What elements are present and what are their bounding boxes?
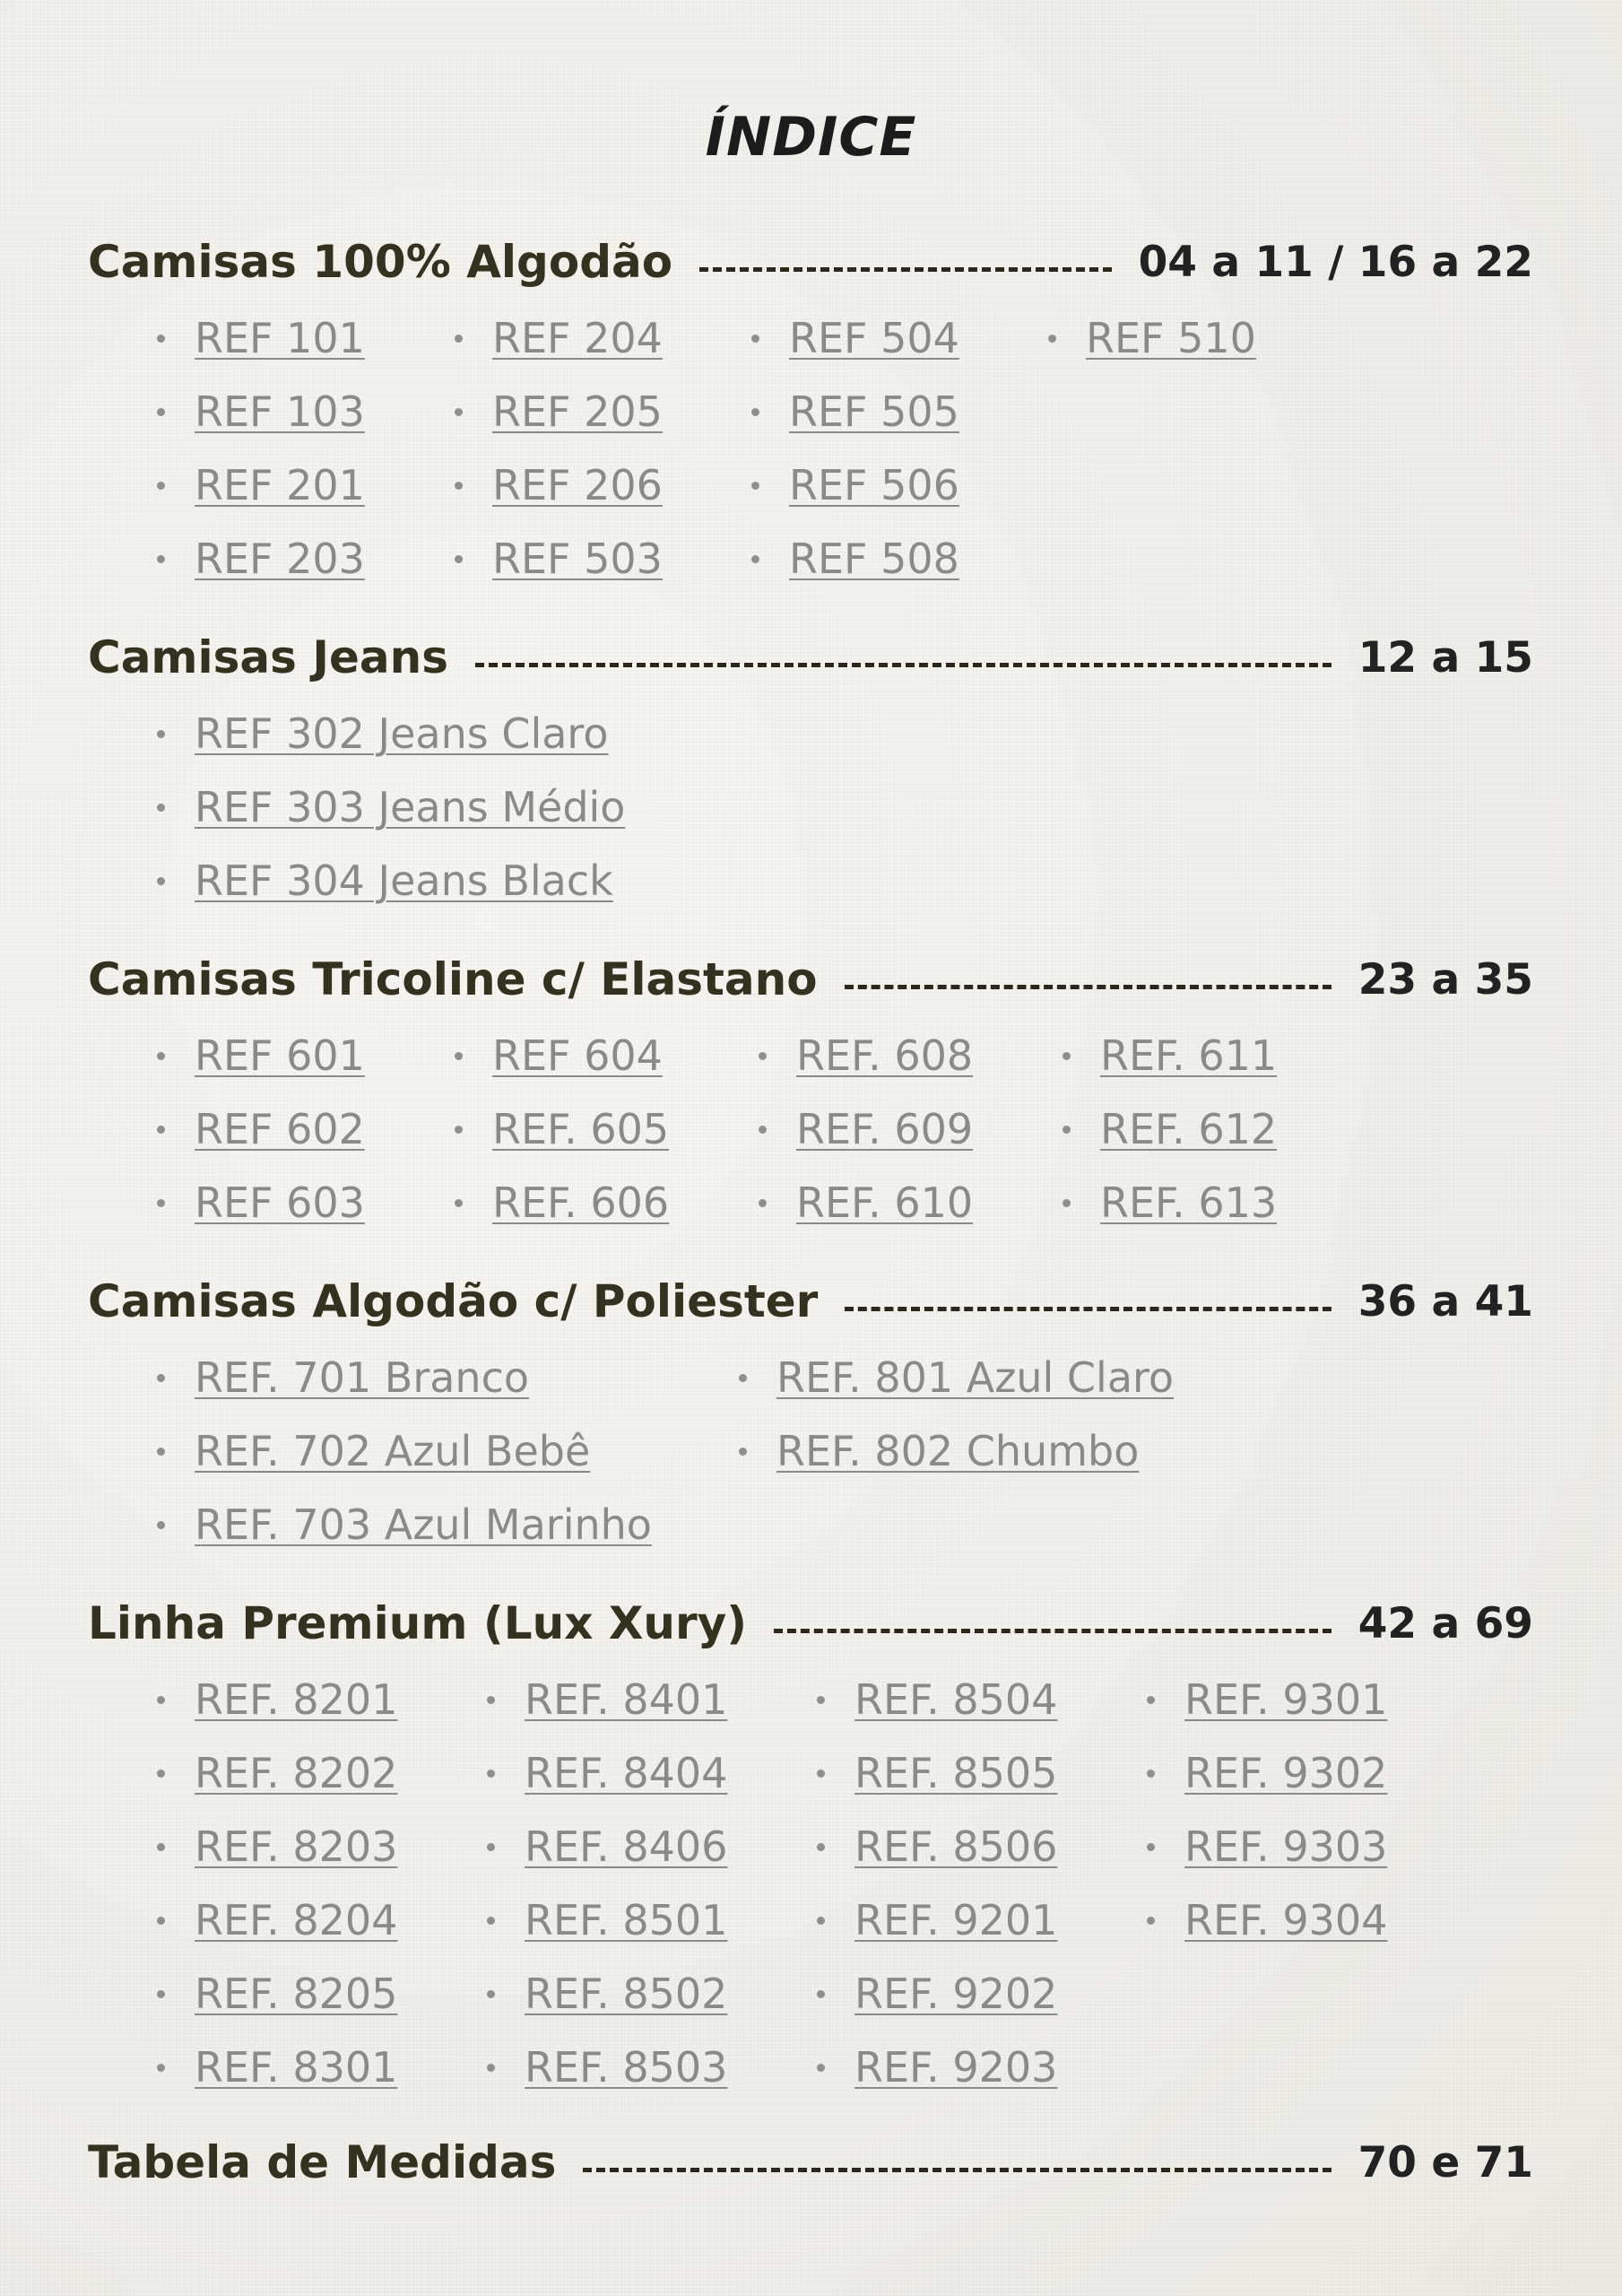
bullet-icon [1063,1199,1071,1207]
ref-list-item [157,1102,365,1156]
ref-list-item [751,458,959,512]
ref-list-item [487,1967,727,2021]
ref-list-item [157,1820,397,1874]
section-page-range: 04 a 11 / 16 a 22 [1138,237,1533,287]
ref-list-item [157,1424,590,1478]
bullet-icon [487,1917,495,1925]
ref-link[interactable]: REF. 610 [796,1178,974,1227]
section-title: Camisas Algodão c/ Poliester [88,1275,819,1327]
ref-list-item [487,1746,727,1800]
ref-link[interactable]: REF. 703 Azul Marinho [195,1500,652,1549]
bullet-icon [487,1696,495,1704]
bullet-icon [759,1052,767,1060]
bullet-icon [455,1199,463,1207]
ref-link[interactable]: REF. 9303 [1184,1822,1388,1871]
ref-list-item [157,1498,652,1552]
ref-list-item [487,2040,727,2094]
bullet-icon [157,1770,165,1778]
ref-list-item [157,1746,397,1800]
section-page-range: 70 e 71 [1357,2137,1533,2187]
ref-link[interactable]: REF. 8401 [525,1675,728,1724]
bullet-icon [487,1843,495,1851]
ref-link[interactable]: REF 303 Jeans Médio [195,783,626,831]
ref-link[interactable]: REF 103 [195,387,365,436]
section-page-range: 12 a 15 [1357,632,1533,683]
ref-list-item [455,458,663,512]
ref-link[interactable]: REF 602 [195,1105,365,1153]
ref-link[interactable]: REF. 8501 [525,1896,728,1944]
bullet-icon [157,1126,165,1134]
ref-list-item [751,385,959,439]
section-title: Camisas Tricoline c/ Elastano [88,953,818,1005]
ref-link[interactable]: REF. 8505 [854,1749,1058,1797]
ref-list-item [817,1673,1057,1726]
bullet-icon [157,2064,165,2072]
ref-link[interactable]: REF. 606 [492,1178,670,1227]
bullet-icon [817,1770,825,1778]
ref-link[interactable]: REF. 802 Chumbo [776,1427,1140,1475]
ref-list-item [817,1893,1057,1947]
ref-link[interactable]: REF. 608 [796,1031,974,1080]
ref-list-item [157,1351,529,1405]
bullet-icon [455,1052,463,1060]
ref-link[interactable]: REF. 8201 [195,1675,398,1724]
ref-list-item [455,311,663,365]
ref-link[interactable]: REF 506 [789,461,959,509]
ref-list-item [739,1424,1139,1478]
bullet-icon [157,482,165,490]
ref-list-item [1147,1673,1387,1726]
bullet-icon [817,1917,825,1925]
section-header [88,1592,1533,1655]
bullet-icon [157,335,165,343]
section-header [88,626,1533,689]
ref-list-item [1147,1746,1387,1800]
ref-list-item [455,532,663,586]
bullet-icon [1147,1696,1155,1704]
ref-link[interactable]: REF 505 [789,387,959,436]
bullet-icon [455,555,463,563]
ref-list-item [1063,1029,1277,1083]
ref-list-item [157,1967,397,2021]
ref-list-item [817,1967,1057,2021]
ref-list-item [157,1673,397,1726]
ref-link[interactable]: REF 205 [492,387,663,436]
section-page-range: 36 a 41 [1357,1276,1533,1326]
bullet-icon [1147,1917,1155,1925]
ref-list-item [817,2040,1057,2094]
bullet-icon [1048,335,1056,343]
ref-list-item [759,1176,973,1230]
bullet-icon [157,1448,165,1456]
bullet-icon [157,1052,165,1060]
ref-link[interactable]: REF 204 [492,314,663,362]
dotted-leader [583,2168,1331,2172]
ref-link[interactable]: REF 510 [1086,314,1256,362]
ref-list-item [751,311,959,365]
ref-link[interactable]: REF. 612 [1100,1105,1278,1153]
ref-link[interactable]: REF 504 [789,314,959,362]
ref-list-item [157,780,625,834]
bullet-icon [751,482,759,490]
ref-link[interactable]: REF. 9203 [854,2043,1058,2092]
section-header [88,2131,1533,2194]
bullet-icon [739,1448,747,1456]
ref-link[interactable]: REF 601 [195,1031,365,1080]
bullet-icon [455,482,463,490]
bullet-icon [1147,1843,1155,1851]
dotted-leader [845,985,1331,989]
bullet-icon [817,1990,825,1998]
ref-link[interactable]: REF. 801 Azul Claro [776,1353,1175,1402]
ref-link[interactable]: REF. 8204 [195,1896,398,1944]
ref-list-item [487,1820,727,1874]
ref-list-item [739,1351,1174,1405]
ref-link[interactable]: REF. 8504 [854,1675,1058,1724]
bullet-icon [751,335,759,343]
ref-list-item [759,1102,973,1156]
ref-link[interactable]: REF. 8301 [195,2043,398,2092]
ref-link[interactable]: REF 604 [492,1031,663,1080]
ref-link[interactable]: REF 508 [789,535,959,583]
section-title: Tabela de Medidas [88,2136,557,2188]
ref-link[interactable]: REF. 9301 [1184,1675,1388,1724]
ref-list-item [487,1893,727,1947]
dotted-leader [475,663,1331,667]
ref-link[interactable]: REF. 8506 [854,1822,1058,1871]
bullet-icon [487,1770,495,1778]
bullet-icon [487,2064,495,2072]
bullet-icon [739,1374,747,1382]
ref-link[interactable]: REF 206 [492,461,663,509]
ref-link[interactable]: REF 304 Jeans Black [195,857,613,905]
ref-list-item [1063,1102,1277,1156]
bullet-icon [1063,1052,1071,1060]
bullet-icon [759,1199,767,1207]
bullet-icon [157,1199,165,1207]
ref-list-item [157,1029,365,1083]
ref-list-item [455,1102,669,1156]
ref-link[interactable]: REF. 613 [1100,1178,1278,1227]
bullet-icon [157,1843,165,1851]
ref-list-item [1147,1820,1387,1874]
ref-list-item [157,2040,397,2094]
ref-list-item [817,1746,1057,1800]
ref-link[interactable]: REF. 8406 [525,1822,728,1871]
ref-link[interactable]: REF. 702 Azul Bebê [195,1427,591,1475]
ref-link[interactable]: REF 503 [492,535,663,583]
bullet-icon [1147,1770,1155,1778]
section-header [88,1270,1533,1333]
bullet-icon [1063,1126,1071,1134]
section-title: Linha Premium (Lux Xury) [88,1597,748,1649]
bullet-icon [487,1990,495,1998]
page-title: ÍNDICE [705,106,917,169]
ref-link[interactable]: REF. 9304 [1184,1896,1388,1944]
ref-link[interactable]: REF. 8205 [195,1970,398,2018]
ref-list-item [157,311,365,365]
ref-link[interactable]: REF. 609 [796,1105,974,1153]
bullet-icon [455,335,463,343]
ref-list-item [759,1029,973,1083]
ref-list-item [157,385,365,439]
dotted-leader [699,267,1112,272]
ref-link[interactable]: REF. 9302 [1184,1749,1388,1797]
bullet-icon [157,804,165,812]
ref-link[interactable]: REF. 8203 [195,1822,398,1871]
ref-link[interactable]: REF. 9201 [854,1896,1058,1944]
dotted-leader [845,1307,1331,1311]
section-header [88,948,1533,1011]
bullet-icon [817,1696,825,1704]
dotted-leader [774,1629,1331,1633]
bullet-icon [157,1374,165,1382]
ref-link[interactable]: REF 302 Jeans Claro [195,709,609,758]
ref-list-item [1063,1176,1277,1230]
ref-link[interactable]: REF. 701 Branco [195,1353,530,1402]
ref-link[interactable]: REF. 8404 [525,1749,728,1797]
bullet-icon [157,1990,165,1998]
ref-link[interactable]: REF 101 [195,314,365,362]
section-title: Camisas 100% Algodão [88,236,673,288]
ref-link[interactable]: REF. 8503 [525,2043,728,2092]
ref-list-item [157,532,365,586]
ref-list-item [157,707,608,761]
ref-list-item [751,532,959,586]
bullet-icon [157,555,165,563]
bullet-icon [157,1917,165,1925]
ref-list-item [157,1176,365,1230]
section-title: Camisas Jeans [88,631,448,683]
bullet-icon [157,1521,165,1529]
ref-link[interactable]: REF. 9202 [854,1970,1058,2018]
ref-link[interactable]: REF 203 [195,535,365,583]
bullet-icon [157,1696,165,1704]
ref-list-item [157,854,613,908]
ref-list-item [157,458,365,512]
ref-list-item [1147,1893,1387,1947]
ref-list-item [455,1176,669,1230]
ref-list-item [817,1820,1057,1874]
bullet-icon [817,1843,825,1851]
ref-link[interactable]: REF. 8502 [525,1970,728,2018]
ref-list-item [455,1029,663,1083]
section-page-range: 23 a 35 [1357,954,1533,1004]
ref-link[interactable]: REF. 611 [1100,1031,1278,1080]
bullet-icon [157,408,165,416]
ref-link[interactable]: REF 603 [195,1178,365,1227]
section-header [88,230,1533,293]
bullet-icon [759,1126,767,1134]
bullet-icon [157,730,165,738]
bullet-icon [455,1126,463,1134]
ref-link[interactable]: REF 201 [195,461,365,509]
ref-list-item [157,1893,397,1947]
ref-list-item [1048,311,1256,365]
ref-link[interactable]: REF. 8202 [195,1749,398,1797]
bullet-icon [817,2064,825,2072]
ref-list-item [455,385,663,439]
ref-link[interactable]: REF. 605 [492,1105,670,1153]
ref-list-item [487,1673,727,1726]
bullet-icon [751,555,759,563]
bullet-icon [751,408,759,416]
bullet-icon [455,408,463,416]
bullet-icon [157,877,165,885]
section-page-range: 42 a 69 [1357,1598,1533,1648]
